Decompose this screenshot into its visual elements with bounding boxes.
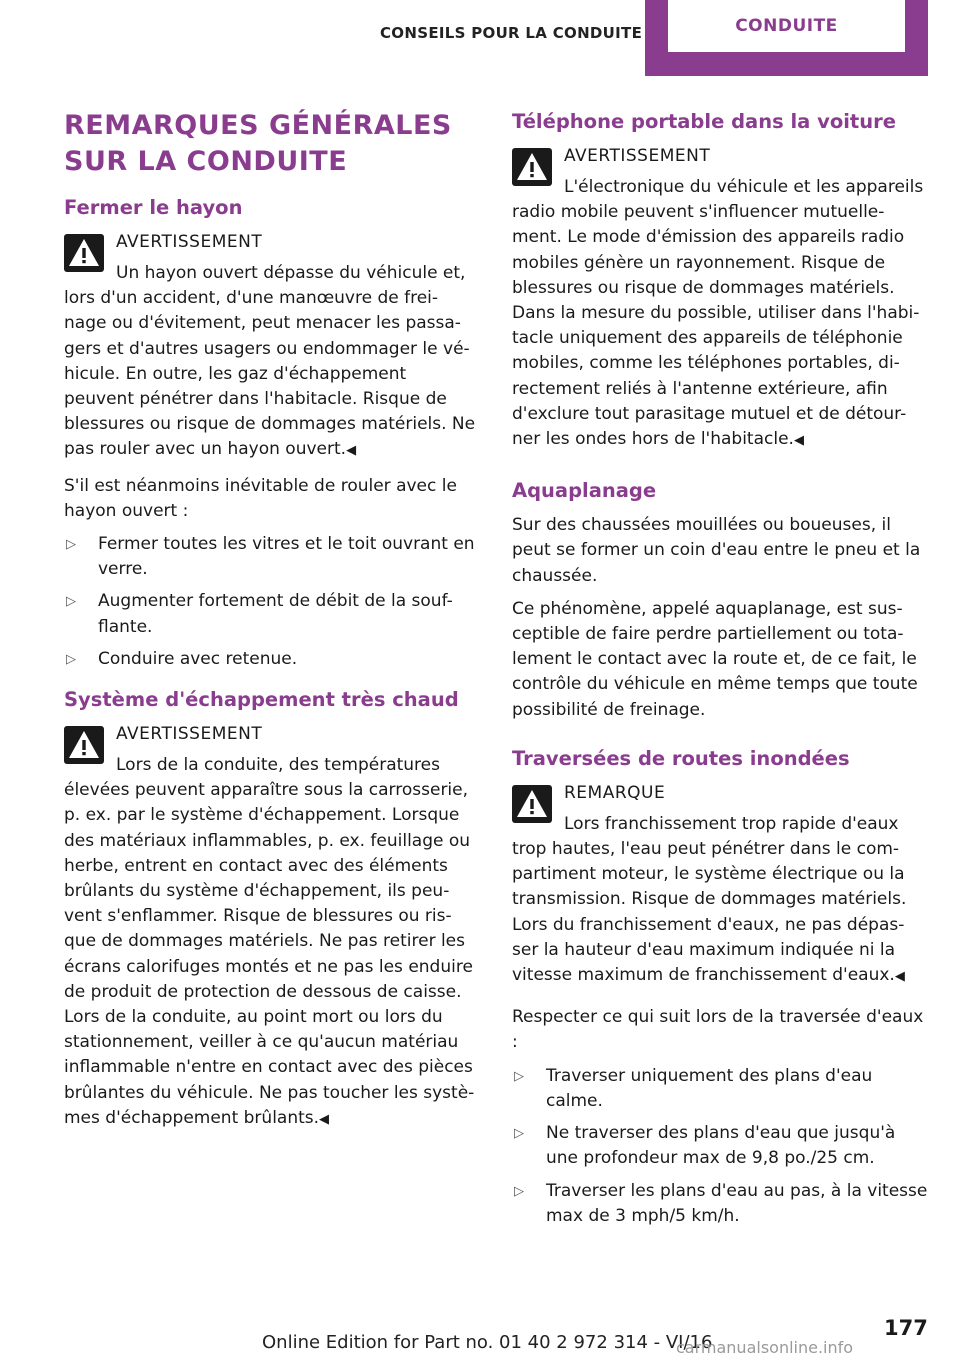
warning-text: L'électronique du véhicule et les appareils radio mobile peuvent s'influencer mutuelle-ment. Le mode d'émission des appareils radio mobiles génère un rayonnement. Risque de blessures ou risque de dommages matériels. Dans la mesure du possible, utiliser dans l'habi-tacle uniquement des appareils de téléphonie mobiles, comme les téléphones portables, di-rectement reliés à l'antenne extérieure, afin d'exclure tout parasitage mutuel et de détour-ner les ondes hors de l'habitacle.◀	[512, 177, 924, 450]
list-item: ▷ Augmenter fortement de débit de la souf-flante.	[66, 591, 453, 637]
heading-aquaplanage: Aquaplanage	[512, 479, 657, 503]
page-title: REMARQUES GÉNÉRALES SUR LA CONDUITE	[64, 110, 452, 177]
warning-label: AVERTISSEMENT	[564, 146, 711, 166]
left-column	[64, 108, 480, 1142]
heading-routes-inondees: Traversées de routes inondées	[512, 746, 850, 770]
heading-fermer-hayon: Fermer le hayon	[64, 196, 243, 219]
list-item: ▷ Traverser les plans d'eau au pas, à la vitesse max de 3 mph/5 km/h.	[514, 1180, 928, 1226]
bullet-icon: ▷	[66, 594, 76, 610]
paragraph: Respecter ce qui suit lors de la traversée d'eaux :	[512, 1007, 924, 1053]
notice-label: REMARQUE	[564, 782, 666, 803]
warning-triangle-icon	[512, 785, 552, 823]
warning-label: AVERTISSEMENT	[116, 724, 263, 745]
list-item: ▷ Conduire avec retenue.	[64, 647, 480, 672]
bullet-list	[512, 1064, 930, 1229]
end-mark-icon: ◀	[894, 969, 905, 985]
bullet-icon: ▷	[66, 651, 76, 667]
bullet-icon: ▷	[514, 1068, 524, 1084]
paragraph: S'il est néanmoins inévitable de rouler avec le hayon ouvert :	[64, 475, 457, 521]
warning-block	[64, 722, 480, 1132]
list-item: ▷ Traverser uniquement des plans d'eau calme.	[514, 1065, 873, 1111]
warning-triangle-icon	[512, 148, 552, 186]
warning-text: Un hayon ouvert dépasse du véhicule et, lors d'un accident, d'une manœuvre de frei-nage ou d'évitement, peut menacer les passa-gers et d'autres usagers ou endommager le vé-hicule. En outre, les gaz d'échappement peuvent pénétrer dans l'habitacle. Risque de blessures ou risque de dommages matériels. Ne pas rouler avec un hayon ouvert.◀	[64, 263, 476, 460]
end-mark-icon: ◀	[793, 433, 804, 449]
chapter-tab	[668, 0, 905, 52]
notice-block	[512, 781, 930, 989]
warning-triangle-icon	[64, 234, 104, 272]
warning-label: AVERTISSEMENT	[116, 232, 263, 252]
footer-watermark: carmanualsonline.info	[676, 1338, 854, 1357]
paragraph: Ce phénomène, appelé aquaplanage, est sus-ceptible de faire perdre partiellement ou tota-lement le contact avec la route et, de ce fait, le contrôle du véhicule en même temps que toute possibilité de freinage.	[512, 598, 918, 720]
notice-text: Lors franchissement trop rapide d'eaux trop hautes, l'eau peut pénétrer dans le com-partiment moteur, le système électrique ou la transmission. Risque de dommages matériels. Lors du franchissement d'eaux, ne pas dépas-ser la hauteur d'eau maximum indiquée ni la vitesse maximum de franchissement d'eaux.◀	[512, 813, 907, 986]
running-header-section: CONSEILS POUR LA CONDUITE	[380, 24, 643, 42]
heading-telephone: Téléphone portable dans la voiture	[512, 110, 896, 133]
end-mark-icon: ◀	[319, 1111, 330, 1127]
list-item: ▷ Fermer toutes les vitres et le toit ouvrant en verre.	[66, 534, 475, 580]
bullet-icon: ▷	[514, 1126, 524, 1142]
bullet-icon: ▷	[66, 537, 76, 553]
list-item: ▷ Ne traverser des plans d'eau que jusqu'à une profondeur max de 9,8 po./25 cm.	[514, 1123, 896, 1169]
footer-edition: Online Edition for Part no. 01 40 2 972 314 - VI/16	[262, 1332, 713, 1353]
warning-triangle-icon	[64, 726, 104, 764]
warning-block	[512, 144, 930, 453]
bullet-list	[64, 532, 480, 672]
warning-text: Lors de la conduite, des températures élevées peuvent apparaître sous la carrosserie, p. ex. par le système d'échappement. Lorsque des matériaux inflammables, p. ex. feuillage ou herbe, entrent en contact avec des éléments brûlants du système d'échappement, ils peu-vent s'enflammer. Risque de blessures ou ris-que de dommages matériels. Ne pas retirer les écrans calorifuges montés et ne pas les enduire de produit de protection de dessous de caisse. Lors de la conduite, au point mort ou lors du stationnement, veiller à ce qu'aucun matériau inflammable n'entre en contact avec des pièces brûlantes du véhicule. Ne pas toucher les systè-mes d'échappement brûlants.◀	[64, 755, 475, 1128]
end-mark-icon: ◀	[346, 443, 357, 459]
heading-echappement: Système d'échappement très chaud	[64, 688, 459, 712]
bullet-icon: ▷	[514, 1183, 524, 1199]
warning-block	[64, 230, 480, 464]
right-column	[512, 108, 930, 1237]
page-number: 177	[884, 1316, 928, 1340]
chapter-tab-label: CONDUITE	[735, 16, 838, 36]
paragraph: Sur des chaussées mouillées ou boueuses, il peut se former un coin d'eau entre le pneu et la chaussée.	[512, 515, 921, 586]
